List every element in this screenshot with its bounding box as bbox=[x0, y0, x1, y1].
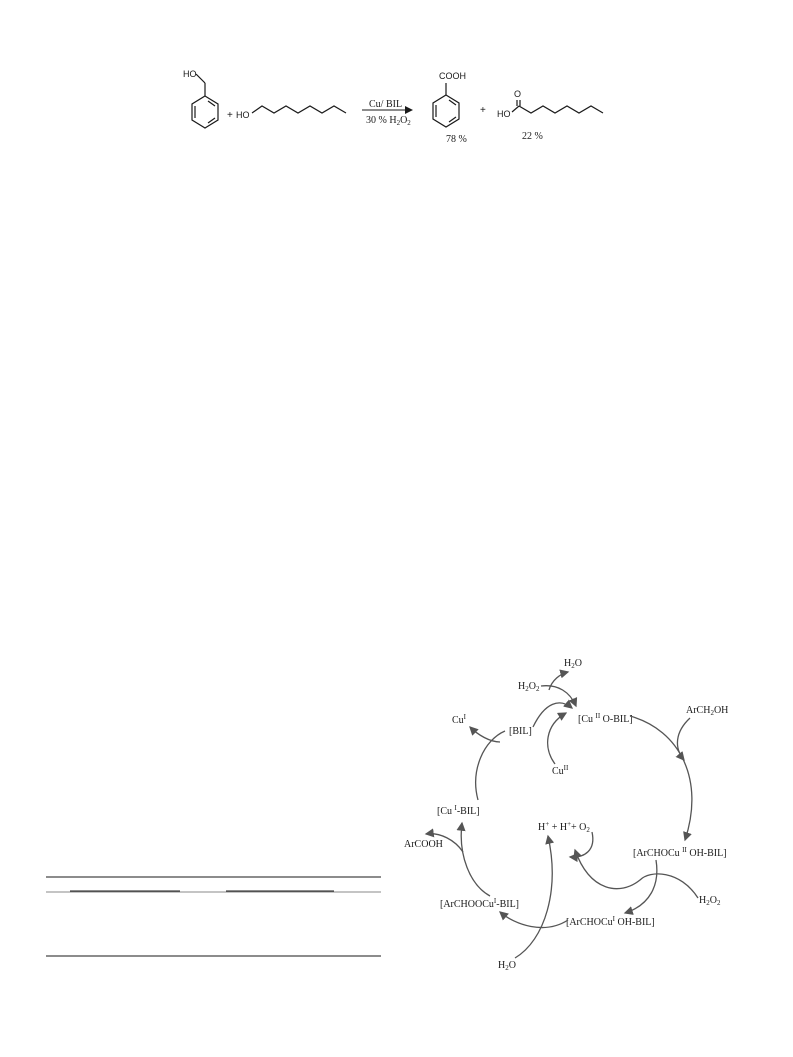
octanol-ho-label: HO bbox=[236, 110, 250, 120]
arrow-cui-bil-to-bil bbox=[476, 731, 505, 800]
label-cui-bil: [Cu $^I$-BIL] bbox=[437, 804, 480, 817]
octanoic-acid-carbonyl-o: O bbox=[514, 89, 522, 99]
label-h2o-top: $H_2O$ bbox=[564, 658, 582, 670]
arrow-bil-to-cuii-obil bbox=[533, 703, 572, 727]
label-h-plus-o2: $H^+ + H^++ O_2$ bbox=[538, 820, 590, 834]
plus-sign-1: + bbox=[227, 110, 233, 121]
label-archoocu-bil: [ArCHOOCu$^I$-BIL] bbox=[440, 897, 520, 910]
arrow-h2o-to-h-plus bbox=[515, 836, 552, 958]
arrow-arch2oh-input bbox=[677, 718, 690, 760]
label-cuii: $Cu^{II}$ bbox=[552, 764, 569, 777]
plus-sign-2: + bbox=[480, 105, 486, 116]
arrow-cuii-obil-to-archocu-ii bbox=[630, 716, 692, 840]
arrow-release-cui bbox=[470, 727, 500, 742]
label-cuii-o-bil: [Cu $^{II}$ O-BIL] bbox=[578, 712, 633, 725]
conditions-oxidant: 30 % $H_2O_2$ bbox=[366, 115, 411, 127]
label-arcooh: ArCOOH bbox=[404, 839, 443, 850]
label-arch2oh: ArCH$_2$OH bbox=[686, 705, 729, 717]
benzyl-alcohol-ho-label: HO bbox=[183, 69, 197, 79]
arrow-archoocu-to-cui-bil bbox=[461, 823, 490, 896]
label-bil: [BIL] bbox=[509, 726, 532, 737]
benzoic-acid-yield: 78 % bbox=[446, 134, 467, 145]
label-archocu-i-oh-bil: [ArCHOCu$^I$ OH-BIL] bbox=[566, 915, 655, 928]
arrow-archocu-i-to-archoocu bbox=[500, 912, 568, 928]
label-h2o2-right: $H_2O_2$ bbox=[699, 895, 721, 907]
octanoic-acid-ho-label: HO bbox=[497, 109, 511, 119]
arrow-o2-hook bbox=[570, 832, 593, 857]
label-h2o-bottom: $H_2O$ bbox=[498, 960, 516, 972]
conditions-catalyst: Cu/ BIL bbox=[369, 99, 403, 110]
octanoic-acid-yield: 22 % bbox=[522, 131, 543, 142]
label-archocu-ii-oh-bil: [ArCHOCu $^{II}$ OH-BIL] bbox=[633, 846, 727, 859]
benzoic-acid-cooh-label: COOH bbox=[439, 71, 466, 81]
label-cui: $Cu^I$ bbox=[452, 713, 467, 726]
arrow-cuii-to-complex bbox=[548, 713, 566, 764]
label-h2o2-top: $H_2O_2$ bbox=[518, 681, 540, 693]
